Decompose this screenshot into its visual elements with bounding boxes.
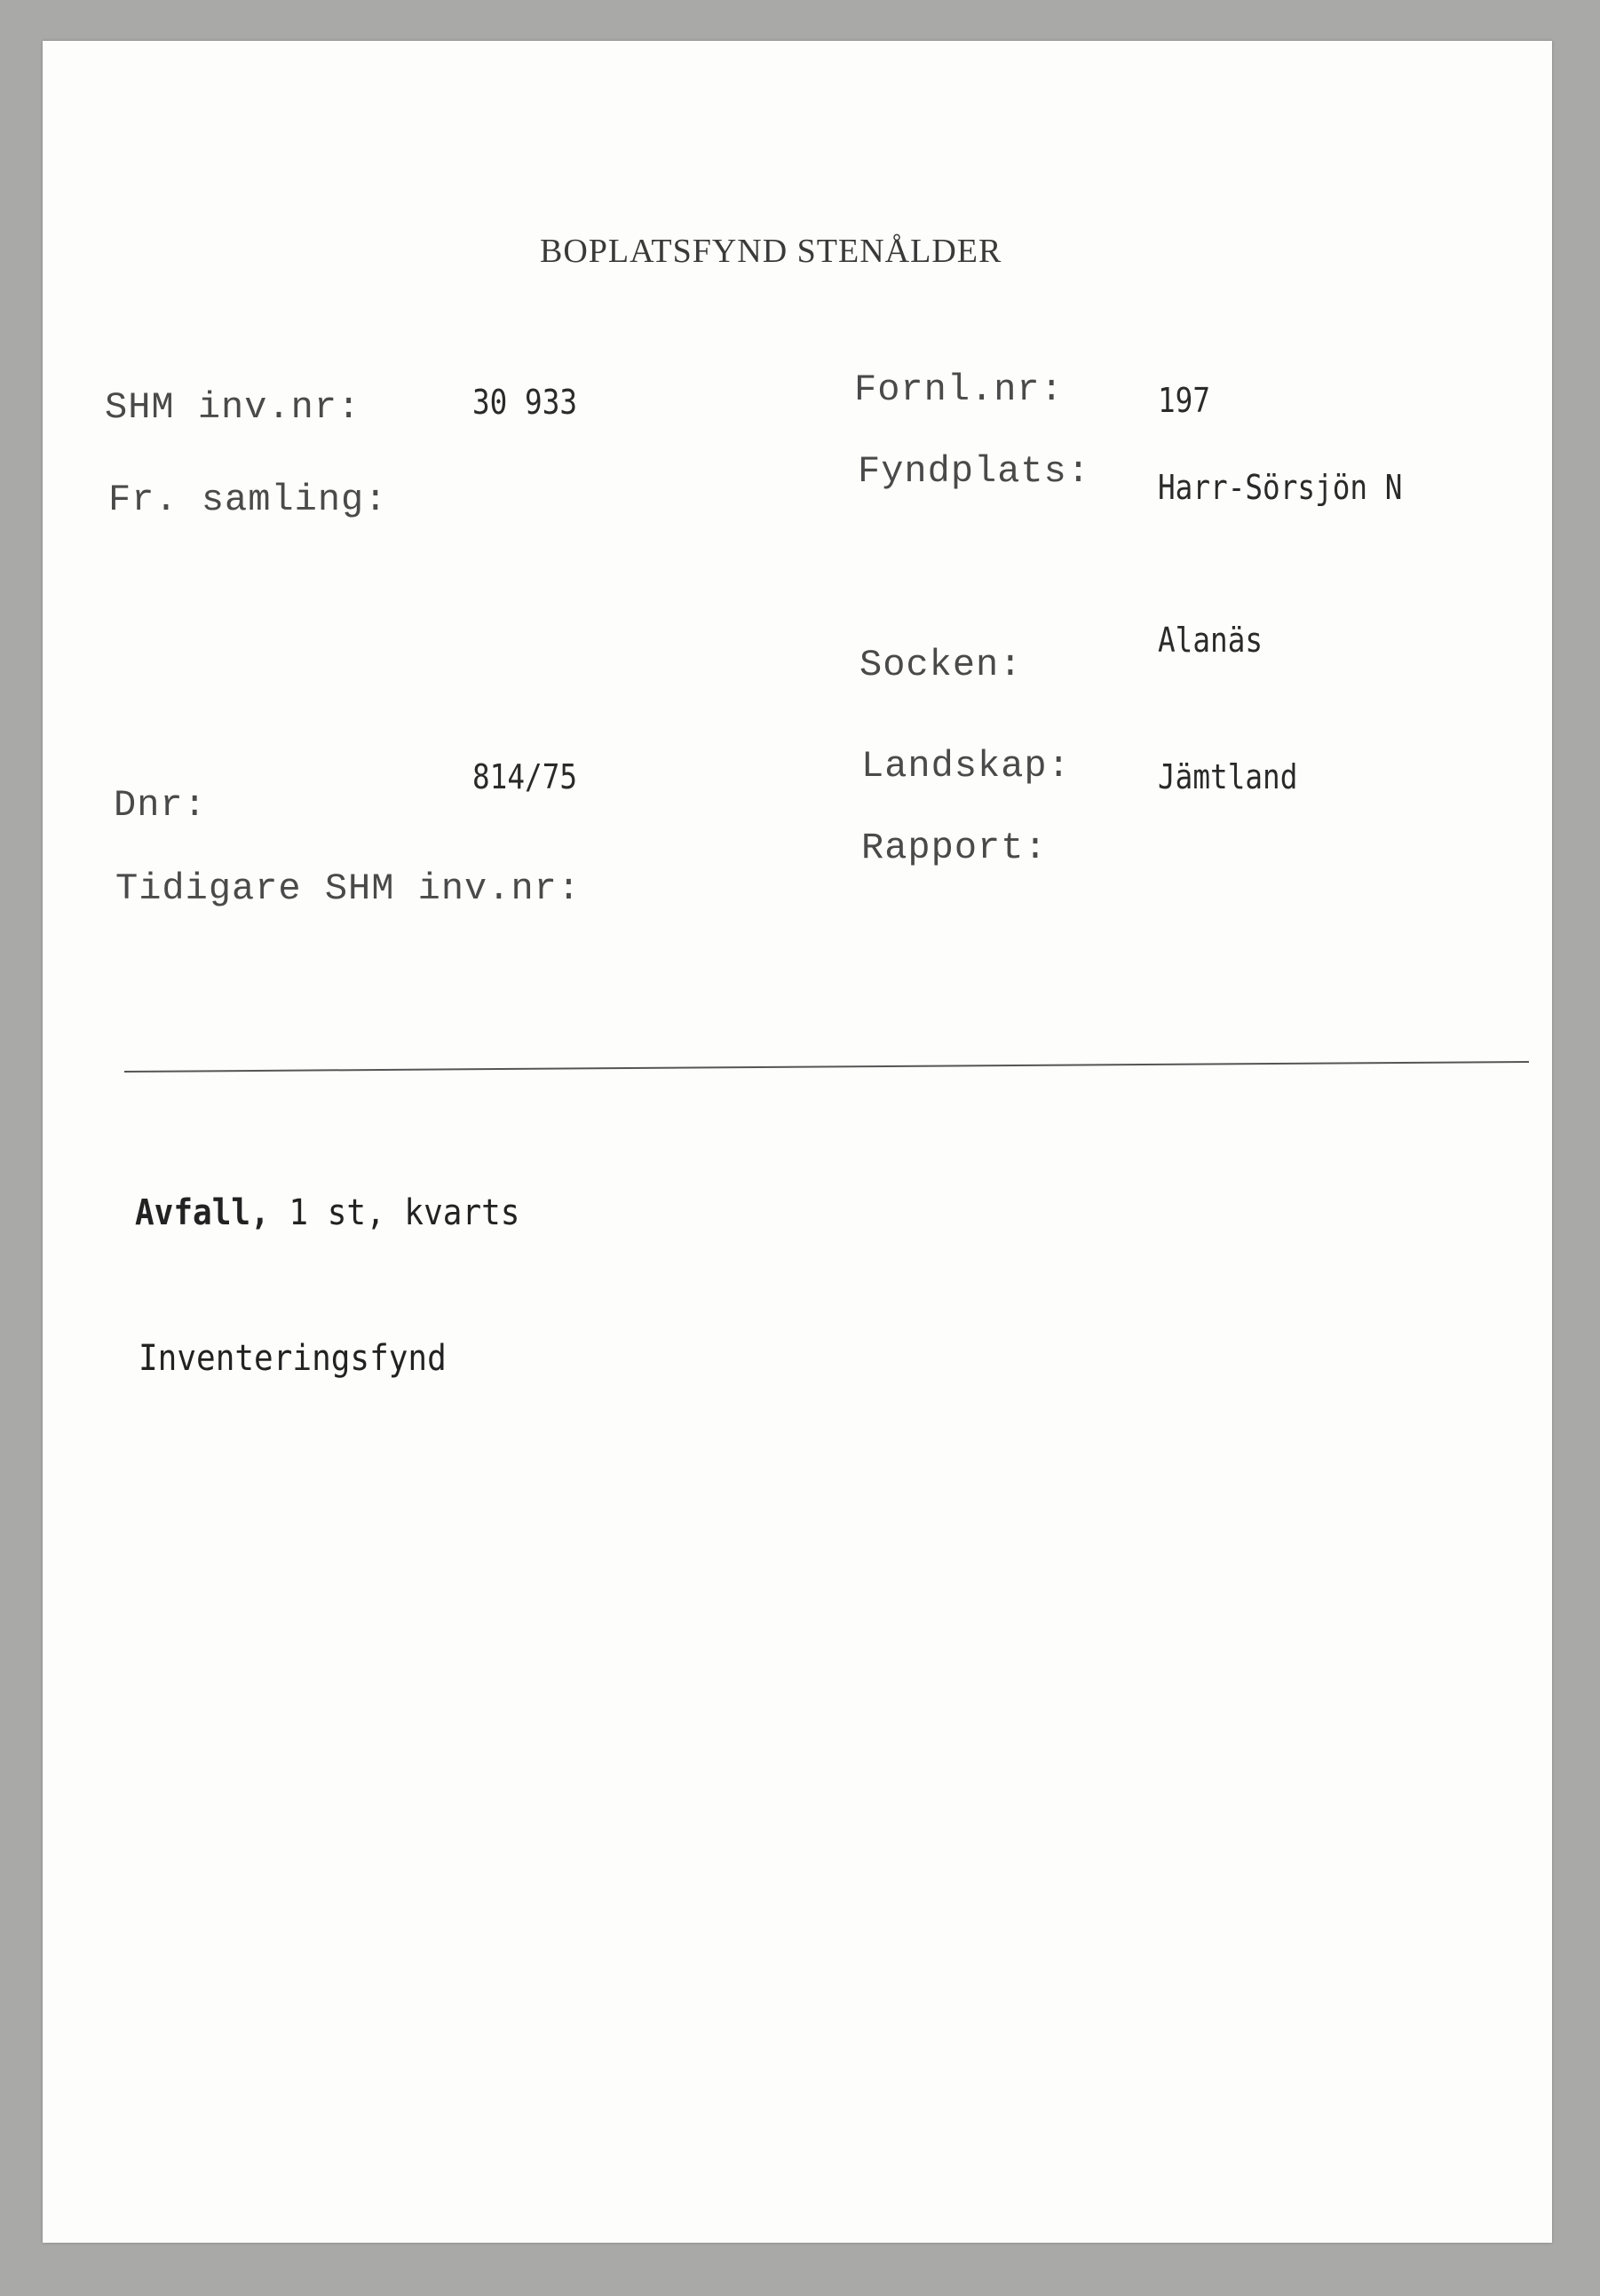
landskap-label: Landskap: (861, 745, 1071, 788)
landskap-value: Jämtland (1158, 757, 1298, 796)
find-description (135, 1192, 520, 1233)
shm-inv-label: SHM inv.nr: (105, 386, 361, 429)
fornl-value: 197 (1158, 381, 1211, 420)
find-note: Inventeringsfynd (139, 1338, 447, 1379)
shm-inv-value: 30 933 (472, 383, 578, 422)
dnr-value: 814/75 (472, 757, 578, 796)
socken-value: Alanäs (1158, 621, 1263, 660)
section-divider (124, 1061, 1529, 1073)
socken-label: Socken: (859, 644, 1023, 686)
tidigare-shm-inv-label: Tidigare SHM inv.nr: (115, 867, 582, 910)
rapport-label: Rapport: (861, 827, 1048, 869)
card-heading: BOPLATSFYND STENÅLDER (540, 233, 1002, 270)
find-details: 1 st, kvarts (269, 1192, 520, 1233)
fyndplats-value: Harr-Sörsjön N (1158, 468, 1403, 507)
fyndplats-label: Fyndplats: (858, 450, 1091, 493)
dnr-label: Dnr: (114, 784, 207, 827)
catalog-card (43, 41, 1552, 2243)
find-type: Avfall, (135, 1192, 270, 1233)
fornl-label: Fornl.nr: (854, 368, 1064, 411)
fr-samling-label: Fr. samling: (108, 479, 388, 521)
